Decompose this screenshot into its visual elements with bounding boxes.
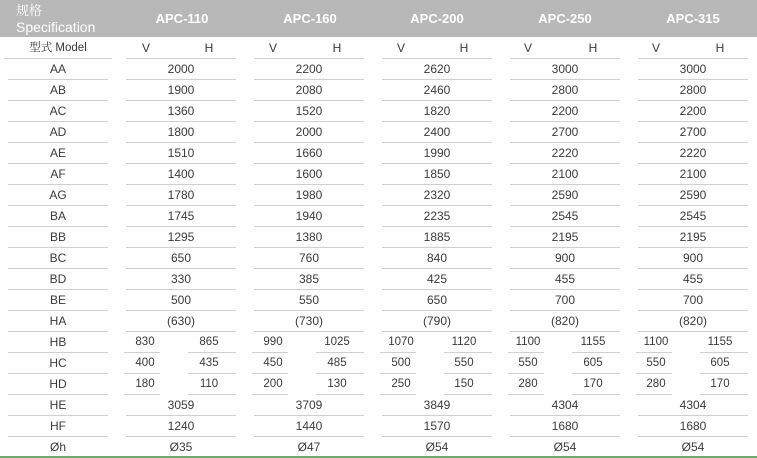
value: 1400 — [167, 167, 195, 181]
value: 1680 — [551, 419, 579, 433]
value: 650 — [426, 293, 448, 307]
table-row — [0, 101, 757, 122]
table-row — [0, 437, 757, 458]
model-title-apc-110: APC-110 — [155, 11, 209, 26]
spec-label-cn: 规格 — [16, 3, 43, 18]
row-label: AB — [49, 83, 66, 97]
table-row — [0, 374, 757, 395]
value: 1990 — [423, 146, 451, 160]
value: 760 — [298, 251, 320, 265]
value: 1745 — [167, 209, 195, 223]
value: 1510 — [167, 146, 195, 160]
h-header-0: H — [204, 41, 214, 55]
row-label: HF — [50, 419, 66, 433]
value-h: 170 — [710, 378, 730, 390]
table-row — [0, 248, 757, 269]
table-header — [0, 0, 757, 37]
model-title-apc-200: APC-200 — [410, 11, 464, 26]
value: 1680 — [679, 419, 707, 433]
value: Ø54 — [553, 440, 577, 454]
value: 550 — [298, 293, 320, 307]
value: 2200 — [551, 104, 579, 118]
row-label: HA — [49, 314, 67, 328]
value: 2590 — [679, 188, 707, 202]
table-row — [0, 80, 757, 101]
value: 1980 — [295, 188, 323, 202]
value-v: 550 — [646, 357, 666, 369]
value-v: 990 — [263, 336, 283, 348]
value-v: 250 — [391, 378, 411, 390]
table-row-model — [0, 38, 757, 59]
table-row — [0, 122, 757, 143]
v-header-4: V — [651, 41, 660, 55]
value-v: 1100 — [515, 336, 541, 348]
value-h: 550 — [454, 357, 474, 369]
row-label: BA — [49, 209, 66, 223]
value: 385 — [298, 272, 320, 286]
value: 330 — [170, 272, 192, 286]
value: 1295 — [167, 230, 195, 244]
value: (790) — [422, 314, 451, 328]
value: 3059 — [167, 398, 195, 412]
row-label: AA — [49, 62, 66, 76]
row-label: BB — [49, 230, 66, 244]
value-h: 170 — [583, 378, 603, 390]
table-row — [0, 143, 757, 164]
value: 1900 — [167, 83, 195, 97]
row-label: AE — [49, 146, 66, 160]
value: 2195 — [679, 230, 707, 244]
value-v: 280 — [518, 378, 538, 390]
value: 3000 — [679, 62, 707, 76]
value: 1380 — [295, 230, 323, 244]
value: 2200 — [295, 62, 323, 76]
value-h: 130 — [327, 378, 347, 390]
value: 2590 — [551, 188, 579, 202]
model-title-apc-250: APC-250 — [538, 11, 592, 26]
value-v: 400 — [135, 357, 155, 369]
value: 900 — [554, 251, 576, 265]
value: 2100 — [679, 167, 707, 181]
value: 2545 — [551, 209, 579, 223]
value: Ø54 — [425, 440, 449, 454]
spec-label-en: Specification — [16, 19, 96, 35]
value: 2320 — [423, 188, 451, 202]
value: 700 — [554, 293, 576, 307]
value-h: 1155 — [580, 336, 606, 348]
value: 2800 — [551, 83, 579, 97]
row-label: AF — [50, 167, 66, 181]
value-v: 180 — [135, 378, 155, 390]
value: 1850 — [423, 167, 451, 181]
value: 2460 — [423, 83, 451, 97]
value: 3849 — [423, 398, 451, 412]
value: 500 — [170, 293, 192, 307]
table-row — [0, 227, 757, 248]
row-label: HB — [49, 335, 67, 349]
value: Ø47 — [297, 440, 321, 454]
table-row — [0, 290, 757, 311]
value: 1660 — [295, 146, 323, 160]
value: 2620 — [423, 62, 451, 76]
model-title-apc-160: APC-160 — [283, 11, 337, 26]
value-v: 500 — [391, 357, 411, 369]
value: 1820 — [423, 104, 451, 118]
value: 1600 — [295, 167, 323, 181]
value: (820) — [550, 314, 579, 328]
value: 2000 — [167, 62, 195, 76]
value: (820) — [678, 314, 707, 328]
value: 2700 — [679, 125, 707, 139]
row-label-model: 型式 Model — [29, 42, 87, 54]
table-row — [0, 311, 757, 332]
value: 2080 — [295, 83, 323, 97]
value-h: 1155 — [707, 336, 733, 348]
table-row — [0, 164, 757, 185]
value: 1520 — [295, 104, 323, 118]
value: 1570 — [423, 419, 451, 433]
value: (730) — [294, 314, 323, 328]
value-h: 435 — [199, 357, 219, 369]
value: 2195 — [551, 230, 579, 244]
value-h: 1025 — [324, 336, 350, 348]
value: 650 — [170, 251, 192, 265]
value: 1800 — [167, 125, 195, 139]
row-label: Øh — [49, 440, 66, 454]
value: 1240 — [167, 419, 195, 433]
value: 425 — [426, 272, 448, 286]
table-row — [0, 185, 757, 206]
v-header-0: V — [141, 41, 150, 55]
value: 2220 — [551, 146, 579, 160]
row-label: HE — [49, 398, 67, 412]
value: 2800 — [679, 83, 707, 97]
value: 700 — [682, 293, 704, 307]
value: 1940 — [295, 209, 323, 223]
value: 1440 — [295, 419, 323, 433]
table-row — [0, 332, 757, 353]
value-v: 1070 — [388, 336, 414, 348]
value: 455 — [682, 272, 704, 286]
value: 2235 — [423, 209, 451, 223]
value: 2400 — [423, 125, 451, 139]
value-h: 605 — [583, 357, 603, 369]
value: 840 — [426, 251, 448, 265]
row-label: AD — [49, 125, 67, 139]
value-h: 150 — [454, 378, 474, 390]
table-row — [0, 269, 757, 290]
v-header-3: V — [523, 41, 532, 55]
value: 3709 — [295, 398, 323, 412]
v-header-1: V — [268, 41, 277, 55]
table-row — [0, 59, 757, 80]
model-title-apc-315: APC-315 — [666, 11, 720, 26]
h-header-2: H — [459, 41, 469, 55]
row-label: HC — [49, 356, 67, 370]
value: 2000 — [295, 125, 323, 139]
table-row — [0, 353, 757, 374]
value: 1885 — [423, 230, 451, 244]
value: 4304 — [551, 398, 579, 412]
value: 2200 — [679, 104, 707, 118]
v-header-2: V — [396, 41, 405, 55]
row-label: BC — [49, 251, 67, 265]
value: 4304 — [679, 398, 707, 412]
table-row — [0, 416, 757, 437]
value-h: 605 — [710, 357, 730, 369]
h-header-1: H — [332, 41, 342, 55]
value-v: 550 — [518, 357, 538, 369]
value-h: 485 — [327, 357, 347, 369]
value-v: 1100 — [643, 336, 669, 348]
value: 2220 — [679, 146, 707, 160]
value-h: 1120 — [451, 336, 477, 348]
value-v: 450 — [263, 357, 283, 369]
row-label: AC — [49, 104, 67, 118]
value: (630) — [166, 314, 195, 328]
table-row — [0, 206, 757, 227]
value: 1780 — [167, 188, 195, 202]
value: 2100 — [551, 167, 579, 181]
table-row — [0, 395, 757, 416]
row-label: BE — [49, 293, 66, 307]
value: 1360 — [167, 104, 195, 118]
value: 2700 — [551, 125, 579, 139]
value: 455 — [554, 272, 576, 286]
value-v: 280 — [646, 378, 666, 390]
h-header-3: H — [588, 41, 598, 55]
h-header-4: H — [715, 41, 725, 55]
value: Ø54 — [681, 440, 705, 454]
value-h: 110 — [199, 378, 219, 390]
value-h: 865 — [199, 336, 219, 348]
value: 3000 — [551, 62, 579, 76]
row-label: BD — [49, 272, 67, 286]
value: Ø35 — [169, 440, 193, 454]
value-v: 830 — [135, 336, 155, 348]
value-v: 200 — [263, 378, 283, 390]
row-label: AG — [49, 188, 67, 202]
value: 2545 — [679, 209, 707, 223]
row-label: HD — [49, 377, 67, 391]
value: 900 — [682, 251, 704, 265]
